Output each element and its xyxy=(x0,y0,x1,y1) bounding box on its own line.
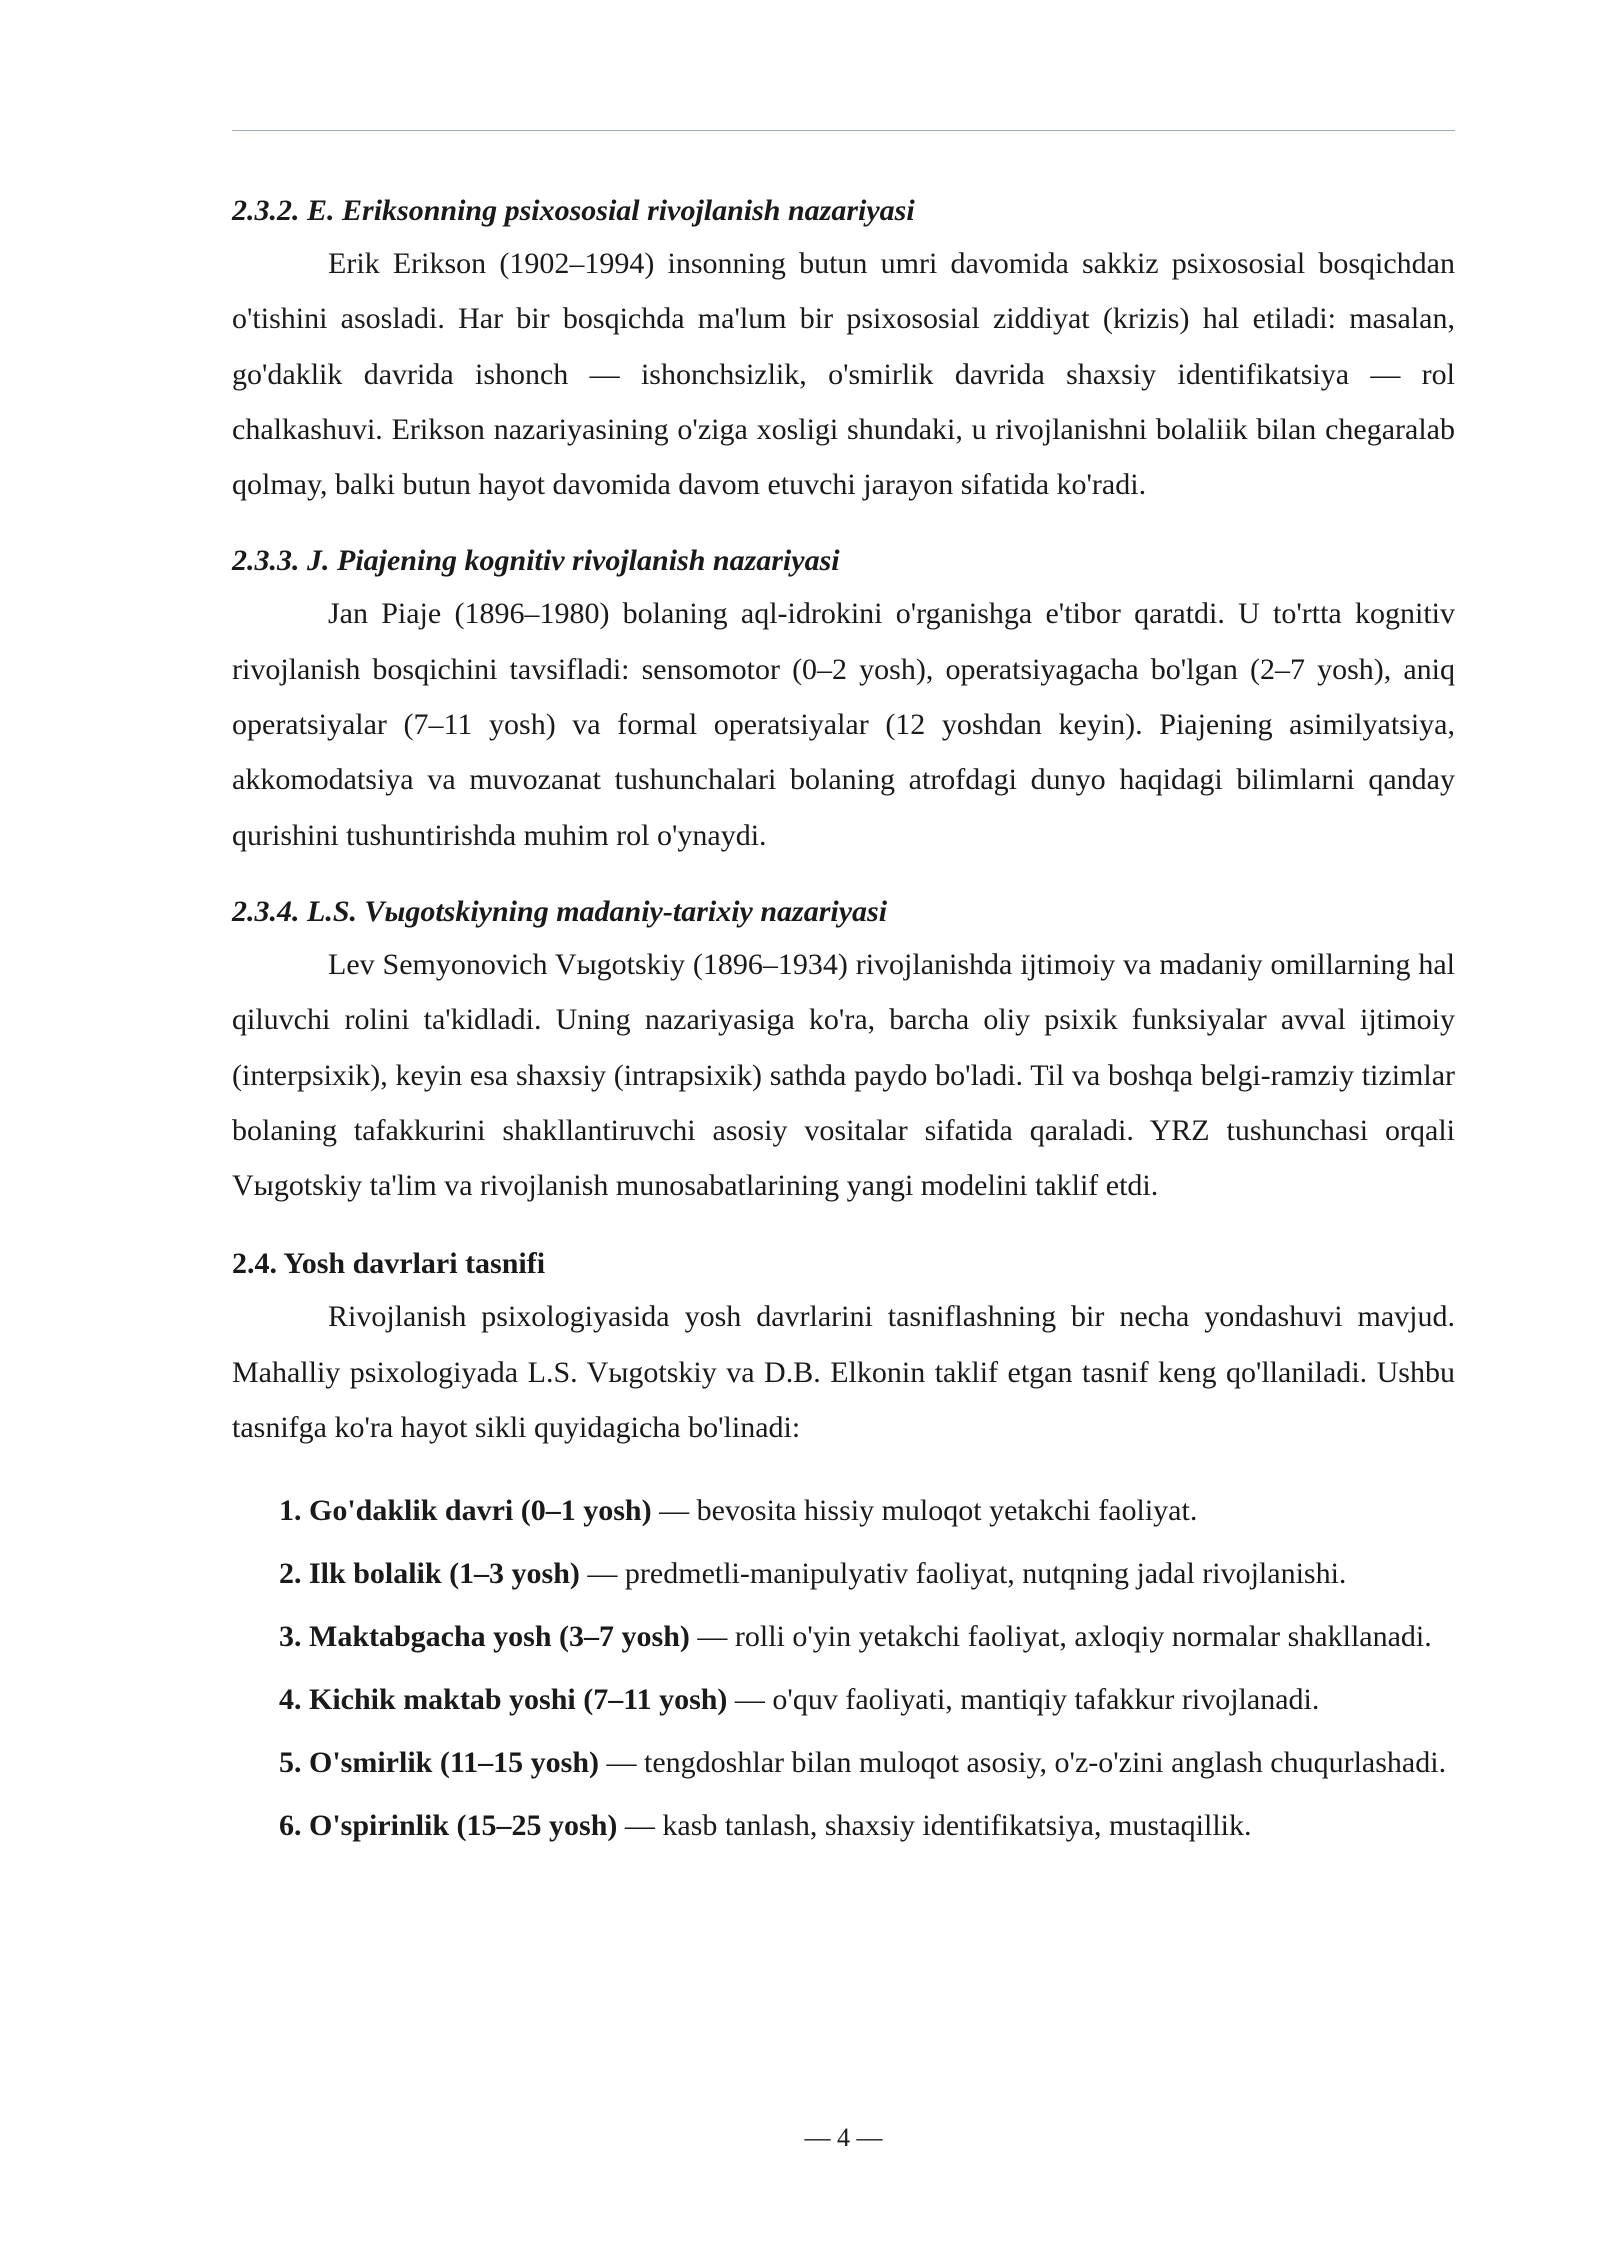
period-desc: — kasb tanlash, shaxsiy identifikatsiya, mustaqillik. xyxy=(617,1809,1252,1843)
list-item xyxy=(279,1798,1455,1853)
list-item xyxy=(279,1483,1455,1538)
period-term: 1. Go'daklik davri (0–1 yosh) xyxy=(279,1494,652,1528)
period-desc: — bevosita hissiy muloqot yetakchi faoliyat. xyxy=(651,1494,1198,1528)
period-desc: — o'quv faoliyati, mantiqiy tafakkur rivojlanadi. xyxy=(727,1683,1320,1717)
period-term: 6. O'spirinlik (15–25 yosh) xyxy=(279,1809,618,1843)
section-body-piaget: Jan Piaje (1896–1980) bolaning aql-idrokini o'rganishga e'tibor qaratdi. U to'rtta kognitiv rivojlanish bosqichini tavsifladi: sensomotor (0–2 yosh), operatsiyagacha bo'lgan (2–7 yosh), aniq operatsiyalar (7–11 yosh) va formal operatsiyalar (12 yoshdan keyin). Piajening asimilyatsiya, akkomodatsiya va muvozanat tushunchalari bolaning atrofdagi dunyo haqidagi bilimlarni qanday qurishini tushuntirishda muhim rol o'ynaydi. xyxy=(232,597,1455,852)
header-rule xyxy=(232,130,1455,131)
section-heading-erikson: 2.3.2. E. Eriksonning psixososial rivojlanish nazariyasi xyxy=(232,194,915,227)
period-desc: — rolli o'yin yetakchi faoliyat, axloqiy normalar shakllanadi. xyxy=(689,1620,1432,1654)
period-term: 3. Maktabgacha yosh (3–7 yosh) xyxy=(279,1620,690,1654)
section-heading-vygotsky: 2.3.4. L.S. Vыgotskiyning madaniy-tarixiy nazariyasi xyxy=(232,894,888,928)
age-periods-list xyxy=(232,1483,1455,1853)
list-item xyxy=(279,1735,1455,1790)
list-item xyxy=(279,1546,1455,1601)
list-item xyxy=(279,1609,1455,1664)
section-heading-age-periods: 2.4. Yosh davrlari tasnifi xyxy=(232,1247,546,1281)
period-desc: — predmetli-manipulyativ faoliyat, nutqning jadal rivojlanishi. xyxy=(579,1557,1347,1591)
document-page xyxy=(232,0,1455,2262)
period-term: 5. O'smirlik (11–15 yosh) xyxy=(279,1746,600,1780)
section-body-vygotsky: Lev Semyonovich Vыgotskiy (1896–1934) rivojlanishda ijtimoiy va madaniy omillarning hal qiluvchi rolini ta'kidladi. Uning nazariyasiga ko'ra, barcha oliy psixik funksiyalar avval ijtimoiy (interpsixik), keyin esa shaxsiy (intrapsixik) sathda paydo bo'ladi. Til va boshqa belgi-ramziy tizimlar bolaning tafakkurini shakllantiruvchi asosiy vositalar sifatida qaraladi. YRZ tushunchasi orqali Vыgotskiy ta'lim va rivojlanish munosabatlarining yangi modelini taklif etdi. xyxy=(232,947,1455,1203)
period-term: 2. Ilk bolalik (1–3 yosh) xyxy=(279,1557,580,1591)
period-desc: — tengdoshlar bilan muloqot asosiy, o'z-o'zini anglash chuqurlashadi. xyxy=(599,1746,1447,1780)
page-content xyxy=(232,186,1455,1861)
section-heading-piaget: 2.3.3. J. Piajening kognitiv rivojlanish nazariyasi xyxy=(232,544,840,578)
section-body-age-periods: Rivojlanish psixologiyasida yosh davrlarini tasniflashning bir necha yondashuvi mavjud. Mahalliy psixologiyada L.S. Vыgotskiy va D.B. Elkonin taklif etgan tasnif keng qo'llaniladi. Ushbu tasnifga ko'ra hayot sikli quyidagicha bo'linadi: xyxy=(232,1300,1455,1445)
section-body-erikson: Erik Erikson (1902–1994) insonning butun umri davomida sakkiz psixososial bosqichdan o'tishini asosladi. Har bir bosqichda ma'lum bir psixososial ziddiyat (krizis) hal etiladi: masalan, go'daklik davrida ishonch — ishonchsizlik, o'smirlik davrida shaxsiy identifikatsiya — rol chalkashuvi. Erikson nazariyasining o'ziga xosligi shundaki, u rivojlanishni bolaliik bilan chegaralab qolmay, balki butun hayot davomida davom etuvchi jarayon sifatida ko'radi. xyxy=(232,247,1455,502)
page-number: — 4 — xyxy=(804,2123,883,2152)
list-item xyxy=(279,1672,1455,1727)
period-term: 4. Kichik maktab yoshi (7–11 yosh) xyxy=(279,1683,728,1717)
